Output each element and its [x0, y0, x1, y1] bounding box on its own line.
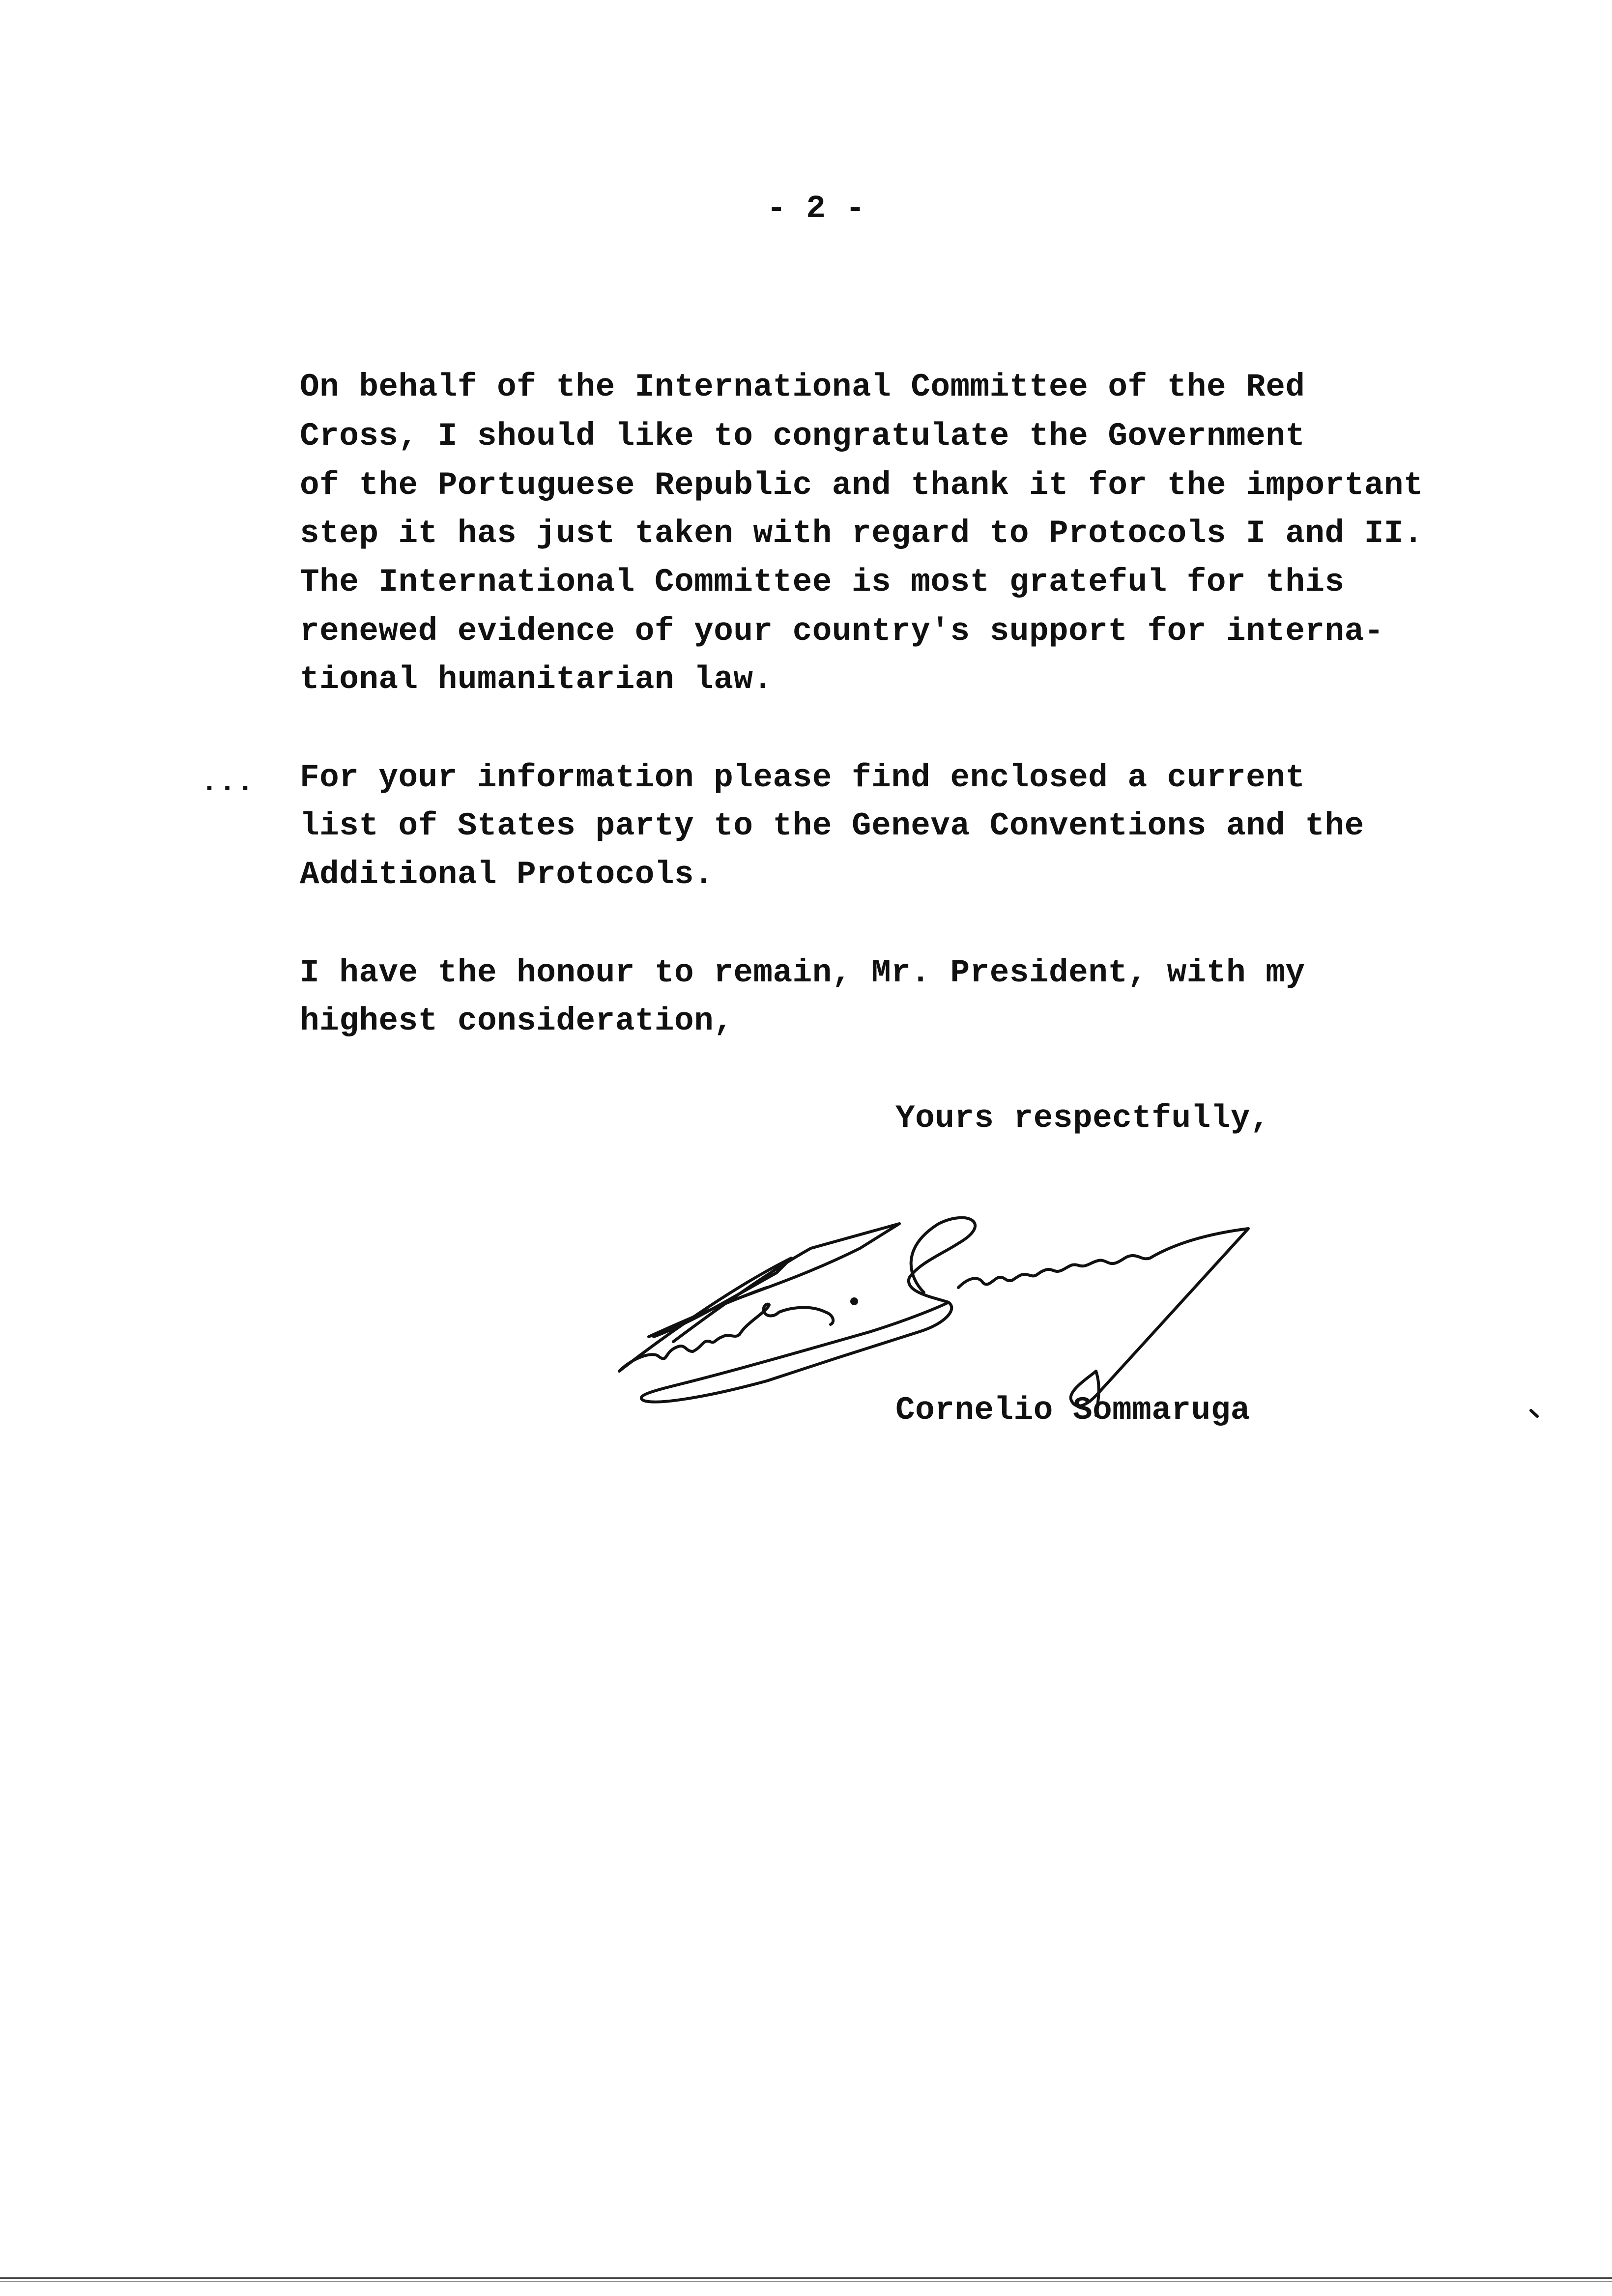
paragraph-1-line: step it has just taken with regard to Protocols I and II. — [300, 515, 1424, 552]
paragraph-3-line: I have the honour to remain, Mr. President, with my — [300, 954, 1305, 991]
closing: Yours respectfully, — [895, 1100, 1270, 1137]
signatory-name: Cornelio Sommaruga — [895, 1392, 1250, 1429]
paragraph-1-line: Cross, I should like to congratulate the Government — [300, 418, 1305, 455]
paragraph-2-line: Additional Protocols. — [300, 856, 714, 893]
scan-edge-line — [0, 2277, 1612, 2279]
paragraph-3-line: highest consideration, — [300, 1003, 734, 1039]
paragraph-1-line: On behalf of the International Committee of the Red — [300, 369, 1305, 405]
scan-edge-line — [0, 2281, 1612, 2282]
paragraph-1-line: The International Committee is most grateful for this — [300, 564, 1345, 601]
page-number: - 2 - — [767, 190, 865, 227]
paragraph-1-line: of the Portuguese Republic and thank it for the important — [300, 467, 1424, 504]
paragraph-1-line: tional humanitarian law. — [300, 661, 773, 698]
paragraph-2-line: For your information please find enclosed a current — [300, 759, 1305, 796]
paragraph-2-line: list of States party to the Geneva Conventions and the — [300, 807, 1364, 844]
margin-mark: ... — [201, 766, 255, 800]
paragraph-1-line: renewed evidence of your country's support for interna- — [300, 613, 1384, 650]
